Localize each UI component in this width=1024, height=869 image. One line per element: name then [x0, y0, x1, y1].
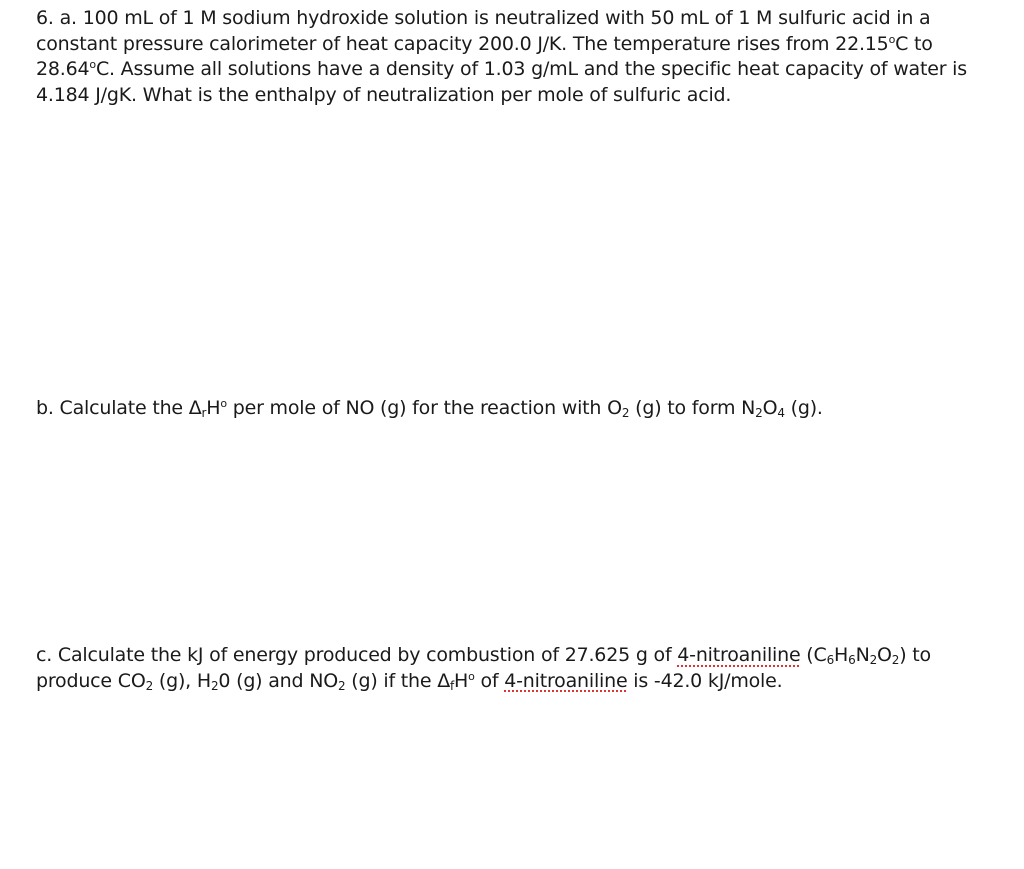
subscript: 4 — [777, 406, 785, 420]
question-text: O — [762, 397, 778, 419]
subscript: 2 — [621, 406, 630, 420]
subscript: 2 — [755, 406, 763, 420]
spellcheck-word[interactable]: 4-nitroaniline — [677, 644, 801, 666]
question-text: H — [454, 669, 469, 692]
question-text: 0 (g) and NO — [218, 669, 338, 692]
subscript: 2 — [869, 653, 878, 667]
question-text: H — [206, 397, 221, 419]
question-text: of — [474, 669, 505, 692]
question-text: 6. a. 100 mL of 1 M sodium hydroxide solution is neutralized with 50 mL of 1 M sulfuric acid in a constant pressure calorimeter of heat capacity 200.0 J/K. The temperature rises from 22.15 — [36, 7, 931, 55]
subscript: 2 — [145, 678, 154, 693]
question-text: ) to produce CO — [36, 644, 931, 692]
question-text: H — [834, 644, 849, 666]
question-text: (g), H — [153, 669, 211, 692]
subscript: 6 — [848, 653, 856, 667]
subscript: r — [201, 406, 207, 420]
degree-symbol: o — [89, 58, 96, 71]
subscript: 6 — [826, 653, 835, 667]
subscript: f — [450, 678, 455, 693]
degree-symbol: o — [468, 669, 475, 683]
question-6a — [36, 6, 996, 108]
question-text: c. Calculate the kJ of energy produced by combustion of 27.625 g of — [36, 644, 678, 666]
degree-symbol: o — [888, 32, 896, 46]
question-text: (g) if the Δ — [345, 669, 451, 692]
degree-symbol: o — [220, 397, 227, 410]
question-6b — [36, 396, 996, 422]
question-text: b. Calculate the Δ — [36, 397, 202, 419]
spellcheck-word[interactable]: 4-nitroaniline — [504, 669, 628, 692]
question-text: per mole of NO (g) for the reaction with O — [226, 397, 622, 419]
question-text: C. Assume all solutions have a density of 1.03 g/mL and the specific heat capacity of water is 4.184 J/gK. What is the enthalpy of neutralization per mole of sulfuric acid. — [36, 58, 967, 106]
question-text: (g). — [784, 397, 823, 419]
question-6c — [36, 643, 996, 694]
subscript: 2 — [891, 653, 900, 667]
subscript: 2 — [337, 678, 346, 693]
question-text: N — [855, 644, 870, 666]
question-text: C to 28.64 — [36, 32, 933, 80]
question-text: (C — [800, 644, 827, 666]
subscript: 2 — [210, 678, 219, 693]
question-text: (g) to form N — [629, 397, 756, 419]
question-text: is -42.0 kJ/mole. — [627, 669, 783, 692]
question-text: O — [877, 644, 892, 666]
